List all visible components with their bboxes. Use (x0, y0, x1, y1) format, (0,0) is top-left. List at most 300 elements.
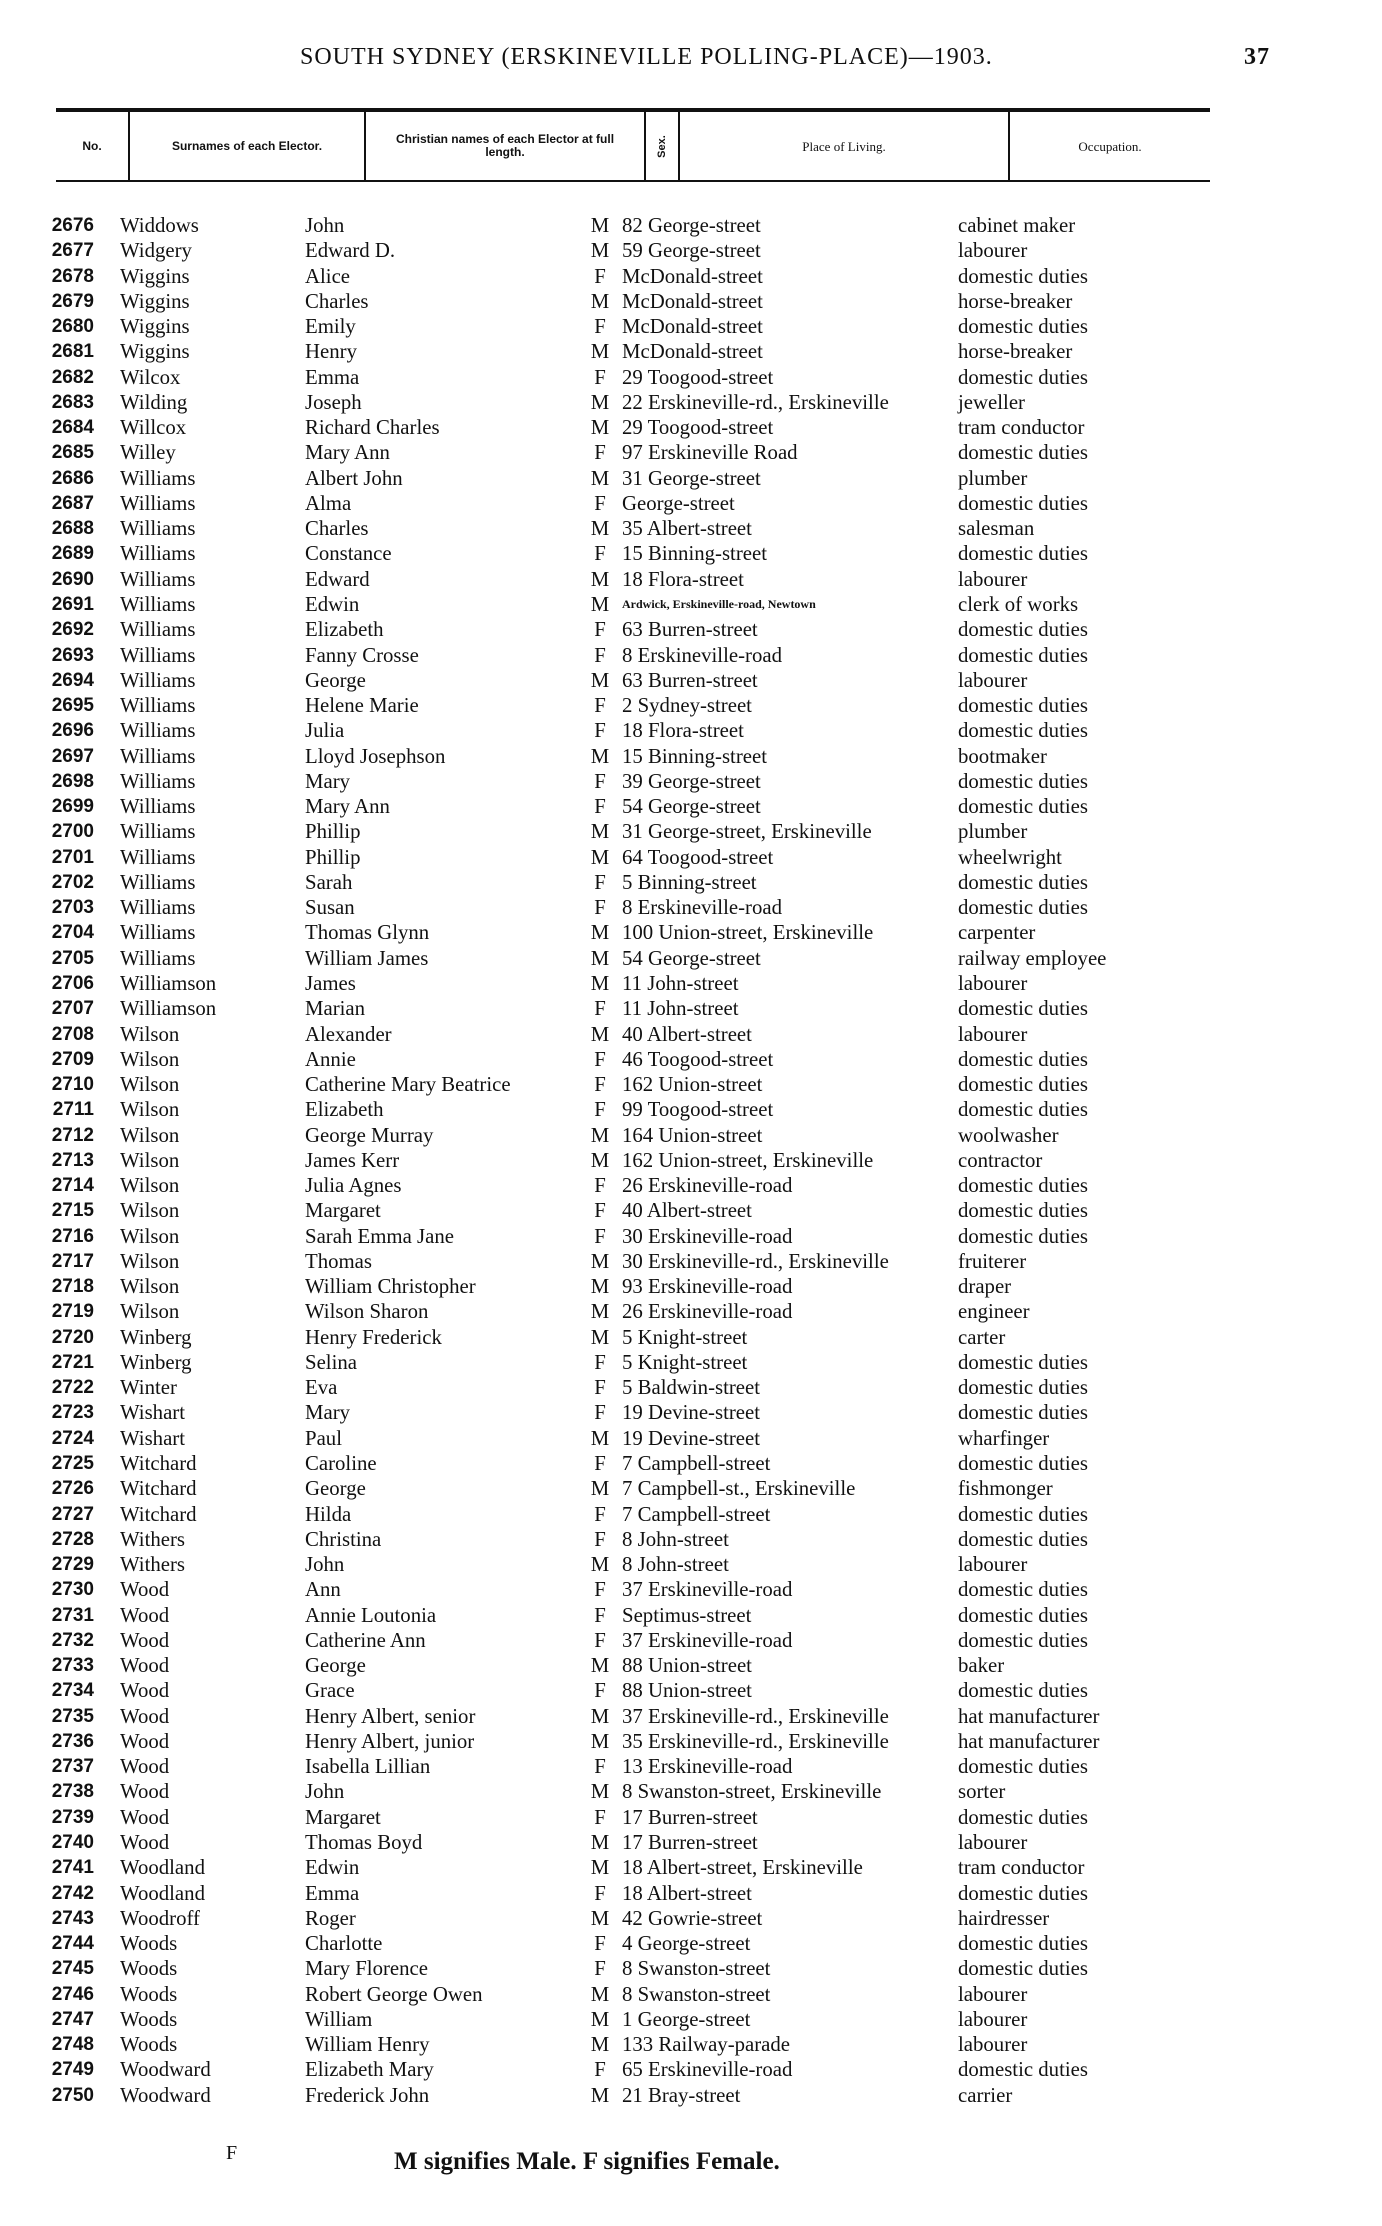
elector-place-of-living: 18 Albert-street (622, 1881, 752, 1905)
elector-occupation: domestic duties (958, 997, 1088, 1021)
elector-christian-names: Christina (305, 1527, 382, 1551)
table-row (0, 1299, 1382, 1324)
table-row (0, 1754, 1382, 1779)
elector-sex: F (594, 643, 606, 667)
elector-occupation: domestic duties (958, 1755, 1088, 1779)
table-row (0, 1855, 1382, 1880)
elector-occupation: labourer (958, 239, 1028, 263)
elector-occupation: woolwasher (958, 1123, 1059, 1147)
elector-place-of-living: 35 Erskineville-rd., Erskineville (622, 1729, 889, 1753)
elector-place-of-living: 65 Erskineville-road (622, 2058, 793, 2082)
elector-place-of-living: 35 Albert-street (622, 517, 752, 541)
elector-number: 2737 (51, 1756, 94, 1778)
elector-surname: Wilson (120, 1224, 180, 1248)
elector-sex: M (590, 744, 610, 768)
elector-sex: F (594, 870, 606, 894)
elector-occupation: domestic duties (958, 1098, 1088, 1122)
elector-number: 2726 (51, 1478, 94, 1500)
elector-occupation: wheelwright (958, 845, 1062, 869)
elector-number: 2701 (51, 846, 94, 868)
elector-number: 2690 (51, 568, 94, 590)
elector-place-of-living: 18 Flora-street (622, 719, 744, 743)
elector-place-of-living: 7 Campbell-st., Erskineville (622, 1477, 856, 1501)
table-row (0, 238, 1382, 263)
elector-sex: F (594, 2058, 606, 2082)
elector-surname: Willcox (120, 416, 187, 440)
elector-number: 2699 (51, 796, 94, 818)
elector-number: 2715 (51, 1200, 94, 1222)
elector-place-of-living: McDonald-street (622, 340, 763, 364)
elector-occupation: domestic duties (958, 870, 1088, 894)
elector-christian-names: Mary Ann (305, 795, 390, 819)
elector-christian-names: George (305, 1654, 366, 1678)
elector-sex: M (590, 946, 610, 970)
elector-christian-names: Paul (305, 1426, 342, 1450)
elector-number: 2720 (51, 1326, 94, 1348)
elector-place-of-living: 37 Erskineville-road (622, 1628, 793, 1652)
table-row (0, 466, 1382, 491)
elector-sex: M (590, 1856, 610, 1880)
elector-place-of-living: 88 Union-street (622, 1654, 752, 1678)
elector-christian-names: John (305, 214, 345, 237)
table-row (0, 1022, 1382, 1047)
elector-number: 2685 (51, 442, 94, 464)
table-row (0, 1628, 1382, 1653)
elector-christian-names: Isabella Lillian (305, 1755, 431, 1779)
elector-christian-names: Henry Frederick (305, 1325, 442, 1349)
elector-surname: Winberg (120, 1325, 192, 1349)
elector-place-of-living: 5 Knight-street (622, 1325, 748, 1349)
elector-occupation: domestic duties (958, 365, 1088, 389)
elector-occupation: labourer (958, 2007, 1028, 2031)
elector-surname: Wood (120, 1603, 170, 1627)
table-row (0, 1931, 1382, 1956)
elector-occupation: domestic duties (958, 1350, 1088, 1374)
table-row (0, 541, 1382, 566)
elector-surname: Wood (120, 1729, 170, 1753)
elector-surname: Williams (120, 921, 196, 945)
elector-occupation: domestic duties (958, 542, 1088, 566)
table-row (0, 516, 1382, 541)
elector-occupation: domestic duties (958, 1881, 1088, 1905)
elector-christian-names: Sarah (305, 870, 353, 894)
elector-number: 2750 (51, 2084, 94, 2106)
elector-surname: Williams (120, 517, 196, 541)
elector-place-of-living: 11 John-street (622, 997, 739, 1021)
elector-christian-names: Mary Florence (305, 1957, 429, 1981)
elector-occupation: domestic duties (958, 1199, 1088, 1223)
elector-place-of-living: 7 Campbell-street (622, 1502, 771, 1526)
elector-christian-names: Margaret (305, 1199, 381, 1223)
elector-surname: Woods (120, 2007, 178, 2031)
elector-place-of-living: 99 Toogood-street (622, 1098, 774, 1122)
elector-occupation: labourer (958, 1831, 1028, 1854)
elector-christian-names: Phillip (305, 845, 361, 869)
elector-christian-names: William Henry (305, 2033, 430, 2057)
elector-occupation: domestic duties (958, 1401, 1088, 1425)
elector-number: 2744 (51, 1933, 94, 1955)
elector-place-of-living: 37 Erskineville-rd., Erskineville (622, 1704, 889, 1728)
table-row (0, 1653, 1382, 1678)
elector-number: 2728 (51, 1528, 94, 1550)
table-row (0, 1325, 1382, 1350)
elector-sex: F (594, 1098, 606, 1122)
elector-occupation: domestic duties (958, 694, 1088, 718)
elector-occupation: horse-breaker (958, 289, 1073, 313)
elector-place-of-living: 4 George-street (622, 1932, 751, 1956)
elector-place-of-living: 8 Erskineville-road (622, 896, 782, 920)
table-row (0, 1451, 1382, 1476)
elector-number: 2683 (51, 391, 94, 413)
elector-number: 2733 (51, 1655, 94, 1677)
elector-surname: Wiggins (120, 289, 190, 313)
elector-sex: F (594, 1805, 606, 1829)
column-header-no: No. (82, 138, 102, 153)
elector-surname: Wood (120, 1628, 170, 1652)
elector-occupation: domestic duties (958, 1932, 1088, 1956)
elector-occupation: carpenter (958, 921, 1036, 945)
elector-christian-names: James (305, 971, 356, 995)
table-row (0, 1400, 1382, 1425)
elector-occupation: domestic duties (958, 441, 1088, 465)
elector-number: 2689 (51, 543, 94, 565)
elector-christian-names: Elizabeth (305, 618, 384, 642)
elector-number: 2693 (51, 644, 94, 666)
elector-occupation: tram conductor (958, 416, 1085, 440)
elector-christian-names: Robert George Owen (305, 1982, 483, 2006)
elector-number: 2698 (51, 770, 94, 792)
elector-place-of-living: 31 George-street (622, 466, 761, 490)
elector-sex: M (590, 1729, 610, 1753)
elector-number: 2705 (51, 947, 94, 969)
elector-place-of-living: 63 Burren-street (622, 618, 758, 642)
elector-christian-names: Mary (305, 769, 351, 793)
elector-sex: F (594, 1628, 606, 1652)
elector-surname: Williams (120, 694, 196, 718)
elector-sex: M (590, 1704, 610, 1728)
elector-surname: Wood (120, 1654, 170, 1678)
elector-place-of-living: 29 Toogood-street (622, 416, 774, 440)
elector-occupation: domestic duties (958, 643, 1088, 667)
elector-christian-names: Thomas (305, 1249, 373, 1273)
elector-surname: Wilson (120, 1300, 180, 1324)
table-row (0, 1426, 1382, 1451)
elector-surname: Withers (120, 1527, 186, 1551)
elector-place-of-living: McDonald-street (622, 289, 763, 313)
elector-occupation: domestic duties (958, 315, 1088, 339)
elector-christian-names: Wilson Sharon (305, 1300, 429, 1324)
elector-sex: F (594, 1401, 606, 1425)
elector-occupation: domestic duties (958, 1073, 1088, 1097)
table-row (0, 971, 1382, 996)
elector-sex: M (590, 1477, 610, 1501)
elector-surname: Winter (120, 1376, 177, 1400)
table-row (0, 264, 1382, 289)
table-row (0, 1198, 1382, 1223)
elector-christian-names: Richard Charles (305, 416, 440, 440)
elector-place-of-living: 40 Albert-street (622, 1199, 752, 1223)
elector-christian-names: Marian (305, 997, 366, 1021)
elector-surname: Willey (120, 441, 176, 465)
elector-sex: F (594, 315, 606, 339)
elector-christian-names: Henry Albert, senior (305, 1704, 476, 1728)
elector-sex: F (594, 769, 606, 793)
elector-surname: Woods (120, 2033, 178, 2057)
elector-place-of-living: 15 Binning-street (622, 542, 767, 566)
elector-occupation: domestic duties (958, 1047, 1088, 1071)
table-row (0, 2007, 1382, 2032)
elector-sex: F (594, 1527, 606, 1551)
elector-place-of-living: 17 Burren-street (622, 1805, 758, 1829)
elector-surname: Wilson (120, 1174, 180, 1198)
elector-place-of-living: McDonald-street (622, 264, 763, 288)
elector-number: 2721 (51, 1351, 94, 1373)
elector-sex: F (594, 1452, 606, 1476)
elector-sex: F (594, 719, 606, 743)
table-row (0, 2083, 1382, 2108)
elector-sex: M (590, 1780, 610, 1804)
elector-sex: M (590, 1123, 610, 1147)
elector-place-of-living: 64 Toogood-street (622, 845, 774, 869)
table-row (0, 289, 1382, 314)
elector-occupation: wharfinger (958, 1426, 1050, 1450)
elector-christian-names: Elizabeth Mary (305, 2058, 434, 2082)
elector-christian-names: Catherine Mary Beatrice (305, 1073, 511, 1097)
table-row (0, 920, 1382, 945)
elector-surname: Wood (120, 1831, 170, 1854)
elector-sex: M (590, 1654, 610, 1678)
elector-place-of-living: 2 Sydney-street (622, 694, 752, 718)
elector-christian-names: Edward D. (305, 239, 396, 263)
elector-place-of-living: 17 Burren-street (622, 1831, 758, 1854)
elector-place-of-living: 19 Devine-street (622, 1426, 761, 1450)
table-row (0, 744, 1382, 769)
elector-number: 2694 (51, 669, 94, 691)
elector-occupation: bootmaker (958, 744, 1047, 768)
elector-christian-names: Alexander (305, 1022, 392, 1046)
table-row (0, 1678, 1382, 1703)
elector-christian-names: Phillip (305, 820, 361, 844)
elector-place-of-living: 8 Swanston-street (622, 1957, 771, 1981)
elector-surname: Woodward (120, 2083, 211, 2107)
elector-occupation: domestic duties (958, 1502, 1088, 1526)
elector-surname: Withers (120, 1553, 186, 1577)
elector-christian-names: Julia (305, 719, 345, 743)
elector-occupation: domestic duties (958, 1174, 1088, 1198)
table-row (0, 1502, 1382, 1527)
elector-place-of-living: 42 Gowrie-street (622, 1906, 763, 1930)
elector-surname: Widgery (120, 239, 192, 263)
elector-place-of-living: 15 Binning-street (622, 744, 767, 768)
elector-number: 2732 (51, 1629, 94, 1651)
elector-number: 2691 (51, 593, 94, 615)
elector-surname: Wilson (120, 1123, 180, 1147)
elector-surname: Williams (120, 643, 196, 667)
elector-occupation: tram conductor (958, 1856, 1085, 1880)
elector-surname: Wilson (120, 1073, 180, 1097)
elector-occupation: hat manufacturer (958, 1704, 1100, 1728)
elector-sex: M (590, 1249, 610, 1273)
elector-occupation: horse-breaker (958, 340, 1073, 364)
elector-sex: F (594, 618, 606, 642)
elector-surname: Wilson (120, 1275, 180, 1299)
table-row (0, 592, 1382, 617)
elector-christian-names: William (305, 2007, 373, 2031)
elector-surname: Wilding (120, 390, 188, 414)
elector-sex: F (594, 1199, 606, 1223)
elector-number: 2739 (51, 1806, 94, 1828)
table-row (0, 1704, 1382, 1729)
elector-place-of-living: 26 Erskineville-road (622, 1174, 793, 1198)
elector-christian-names: Alma (305, 491, 352, 515)
page-number: 37 (1244, 44, 1270, 70)
table-row (0, 1224, 1382, 1249)
elector-occupation: baker (958, 1654, 1005, 1678)
elector-occupation: labourer (958, 668, 1028, 692)
elector-number: 2727 (51, 1503, 94, 1525)
table-row (0, 390, 1382, 415)
elector-occupation: domestic duties (958, 1527, 1088, 1551)
elector-occupation: domestic duties (958, 795, 1088, 819)
elector-surname: Wood (120, 1755, 170, 1779)
elector-place-of-living: 54 George-street (622, 946, 761, 970)
elector-surname: Woods (120, 1957, 178, 1981)
elector-sex: M (590, 2083, 610, 2107)
elector-sex: M (590, 845, 610, 869)
elector-number: 2746 (51, 1983, 94, 2005)
table-row (0, 693, 1382, 718)
elector-surname: Wood (120, 1578, 170, 1602)
table-row (0, 1148, 1382, 1173)
elector-number: 2679 (51, 290, 94, 312)
elector-christian-names: John (305, 1780, 345, 1804)
elector-surname: Williams (120, 946, 196, 970)
elector-occupation: domestic duties (958, 1578, 1088, 1602)
table-row (0, 1552, 1382, 1577)
elector-number: 2709 (51, 1048, 94, 1070)
elector-number: 2704 (51, 922, 94, 944)
elector-place-of-living: 18 Flora-street (622, 567, 744, 591)
elector-number: 2747 (51, 2008, 94, 2030)
elector-christian-names: Emma (305, 1881, 360, 1905)
elector-surname: Wilson (120, 1148, 180, 1172)
table-row (0, 1097, 1382, 1122)
elector-christian-names: Eva (305, 1376, 338, 1400)
elector-number: 2717 (51, 1250, 94, 1272)
elector-christian-names: Caroline (305, 1452, 377, 1476)
elector-occupation: domestic duties (958, 264, 1088, 288)
elector-place-of-living: 82 George-street (622, 214, 761, 237)
elector-surname: Wiggins (120, 315, 190, 339)
elector-occupation: labourer (958, 1982, 1028, 2006)
elector-christian-names: Mary (305, 1401, 351, 1425)
column-header-christian-names: Christian names of each Elector at full length. (364, 112, 644, 180)
elector-christian-names: Emma (305, 365, 360, 389)
elector-occupation: domestic duties (958, 2058, 1088, 2082)
elector-number: 2723 (51, 1402, 94, 1424)
elector-sex: F (594, 795, 606, 819)
elector-sex: M (590, 1553, 610, 1577)
elector-surname: Wishart (120, 1426, 186, 1450)
elector-occupation: fishmonger (958, 1477, 1053, 1501)
elector-number: 2736 (51, 1730, 94, 1752)
table-row (0, 314, 1382, 339)
elector-christian-names: Edwin (305, 592, 360, 616)
elector-place-of-living: 133 Railway-parade (622, 2033, 791, 2057)
elector-sex: F (594, 542, 606, 566)
elector-occupation: labourer (958, 2033, 1028, 2057)
column-header-surname: Surnames of each Elector. (128, 112, 364, 180)
elector-surname: Wilson (120, 1199, 180, 1223)
elector-sex: M (590, 1426, 610, 1450)
table-row (0, 1982, 1382, 2007)
elector-christian-names: George Murray (305, 1123, 434, 1147)
elector-number: 2696 (51, 720, 94, 742)
table-row (0, 1906, 1382, 1931)
table-row (0, 567, 1382, 592)
footnote (0, 2142, 1382, 2184)
elector-occupation: domestic duties (958, 1452, 1088, 1476)
elector-surname: Williams (120, 491, 196, 515)
elector-place-of-living: 31 George-street, Erskineville (622, 820, 872, 844)
table-row (0, 1350, 1382, 1375)
elector-sex: M (590, 517, 610, 541)
table-row (0, 845, 1382, 870)
table-row (0, 1476, 1382, 1501)
elector-christian-names: Charlotte (305, 1932, 383, 1956)
elector-place-of-living: 8 Swanston-street, Erskineville (622, 1780, 882, 1804)
elector-place-of-living: 93 Erskineville-road (622, 1275, 793, 1299)
elector-christian-names: Constance (305, 542, 392, 566)
elector-place-of-living: 8 John-street (622, 1527, 729, 1551)
elector-place-of-living: 30 Erskineville-rd., Erskineville (622, 1249, 889, 1273)
table-row (0, 365, 1382, 390)
elector-number: 2745 (51, 1958, 94, 1980)
elector-surname: Williams (120, 896, 196, 920)
elector-place-of-living: 11 John-street (622, 971, 739, 995)
elector-place-of-living: 19 Devine-street (622, 1401, 761, 1425)
table-row (0, 2057, 1382, 2082)
table-row (0, 1072, 1382, 1097)
elector-number: 2707 (51, 998, 94, 1020)
elector-sex: F (594, 694, 606, 718)
elector-christian-names: Helene Marie (305, 694, 419, 718)
elector-christian-names: Margaret (305, 1805, 381, 1829)
elector-number: 2678 (51, 265, 94, 287)
elector-christian-names: George (305, 668, 366, 692)
elector-number: 2695 (51, 695, 94, 717)
elector-sex: F (594, 1881, 606, 1905)
elector-place-of-living: 59 George-street (622, 239, 761, 263)
elector-number: 2722 (51, 1377, 94, 1399)
elector-number: 2688 (51, 518, 94, 540)
elector-place-of-living: 21 Bray-street (622, 2083, 741, 2107)
elector-place-of-living: 100 Union-street, Erskineville (622, 921, 874, 945)
table-row (0, 1956, 1382, 1981)
table-row (0, 617, 1382, 642)
elector-place-of-living: 1 George-street (622, 2007, 751, 2031)
table-row (0, 1249, 1382, 1274)
elector-surname: Witchard (120, 1477, 197, 1501)
elector-surname: Williams (120, 719, 196, 743)
elector-sex: M (590, 1275, 610, 1299)
column-header-sex-label: Sex. (655, 134, 668, 158)
elector-place-of-living: 63 Burren-street (622, 668, 758, 692)
elector-place-of-living: 26 Erskineville-road (622, 1300, 793, 1324)
elector-number: 2708 (51, 1023, 94, 1045)
elector-sex: M (590, 390, 610, 414)
elector-christian-names: Ann (305, 1578, 341, 1602)
